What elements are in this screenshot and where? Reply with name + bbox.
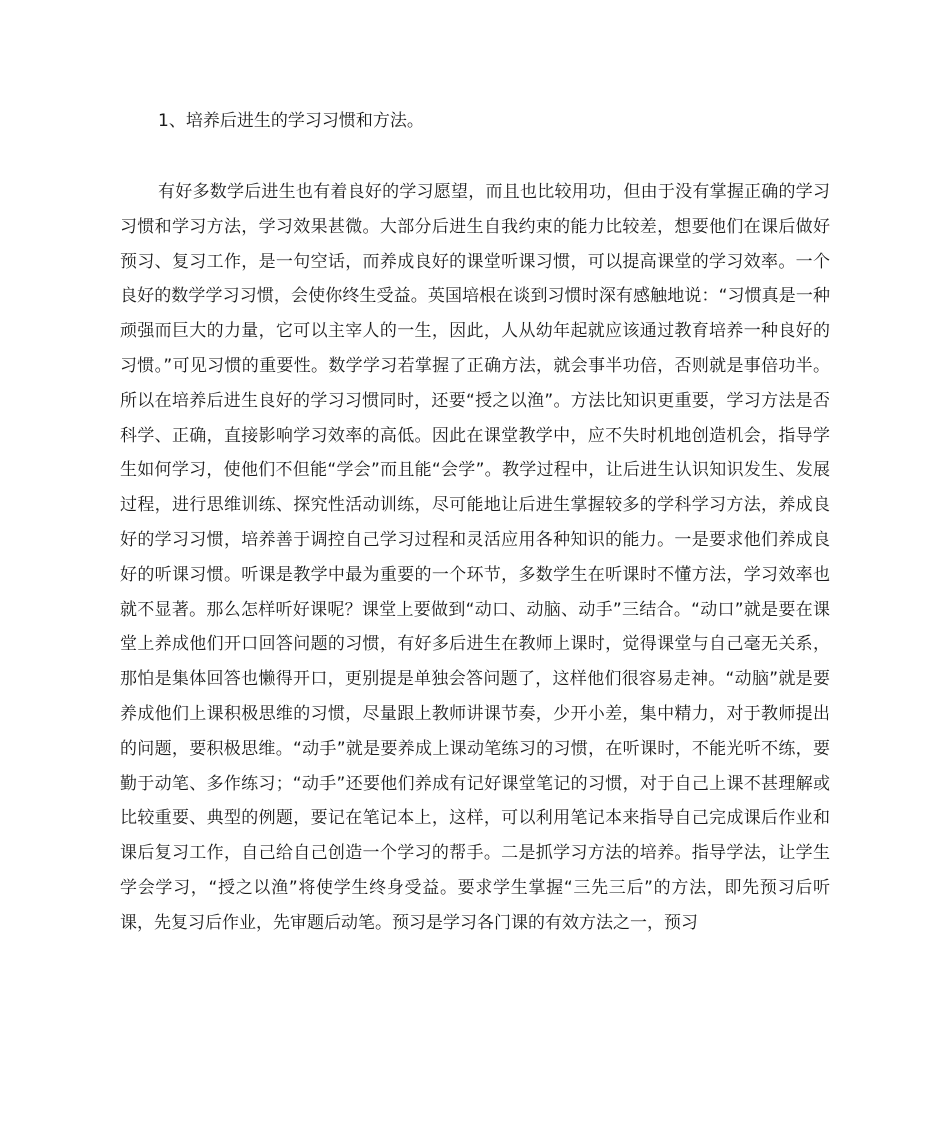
section-heading: 1、培养后进生的学习习惯和方法。: [158, 111, 424, 131]
body-paragraph: 有好多数学后进生也有着良好的学习愿望，而且也比较用功，但由于没有掌握正确的学习习惯和学习方法，学习效果甚微。大部分后进生自我约束的能力比较差，想要他们在课后做好预习、复习工作，是一句空话，而养成良好的课堂听课习惯，可以提高课堂的学习效率。一个良好的数学学习习惯，会使你终生受益。英国培根在谈到习惯时深有感触地说：“习惯真是一种顽强而巨大的力量，它可以主宰人的一生，因此，人从幼年起就应该通过教育培养一种良好的习惯。”可见习惯的重要性。数学学习若掌握了正确方法，就会事半功倍，否则就是事倍功半。所以在培养后进生良好的学习习惯同时，还要“授之以渔”。方法比知识更重要，学习方法是否科学、正确，直接影响学习效率的高低。因此在课堂教学中，应不失时机地创造机会，指导学生如何学习，使他们不但能“学会”而且能“会学”。教学过程中，让后进生认识知识发生、发展过程，进行思维训练、探究性活动训练，尽可能地让后进生掌握较多的学科学习方法，养成良好的学习习惯，培养善于调控自己学习过程和灵活应用各种知识的能力。一是要求他们养成良好的听课习惯。听课是教学中最为重要的一个环节，多数学生在听课时不懂方法，学习效率也就不显著。那么怎样听好课呢？课堂上要做到“动口、动脑、动手”三结合。“动口”就是要在课堂上养成他们开口回答问题的习惯，有好多后进生在教师上课时，觉得课堂与自己毫无关系，那怕是集体回答也懒得开口，更别提是单独会答问题了，这样他们很容易走神。“动脑”就是要养成他们上课积极思维的习惯，尽量跟上教师讲课节奏，少开小差，集中精力，对于教师提出的问题，要积极思维。“动手”就是要养成上课动笔练习的习惯，在听课时，不能光听不练，要勤于动笔、多作练习；“动手”还要他们养成有记好课堂笔记的习惯，对于自己上课不甚理解或比较重要、典型的例题，要记在笔记本上，这样，可以利用笔记本来指导自己完成课后作业和课后复习工作，自己给自己创造一个学习的帮手。二是抓学习方法的培养。指导学法，让学生学会学习，“授之以渔”将使学生终身受益。要求学生掌握“三先三后”的方法，即先预习后听课，先复习后作业，先审题后动笔。预习是学习各门课的有效方法之一，预习: [120, 182, 830, 933]
